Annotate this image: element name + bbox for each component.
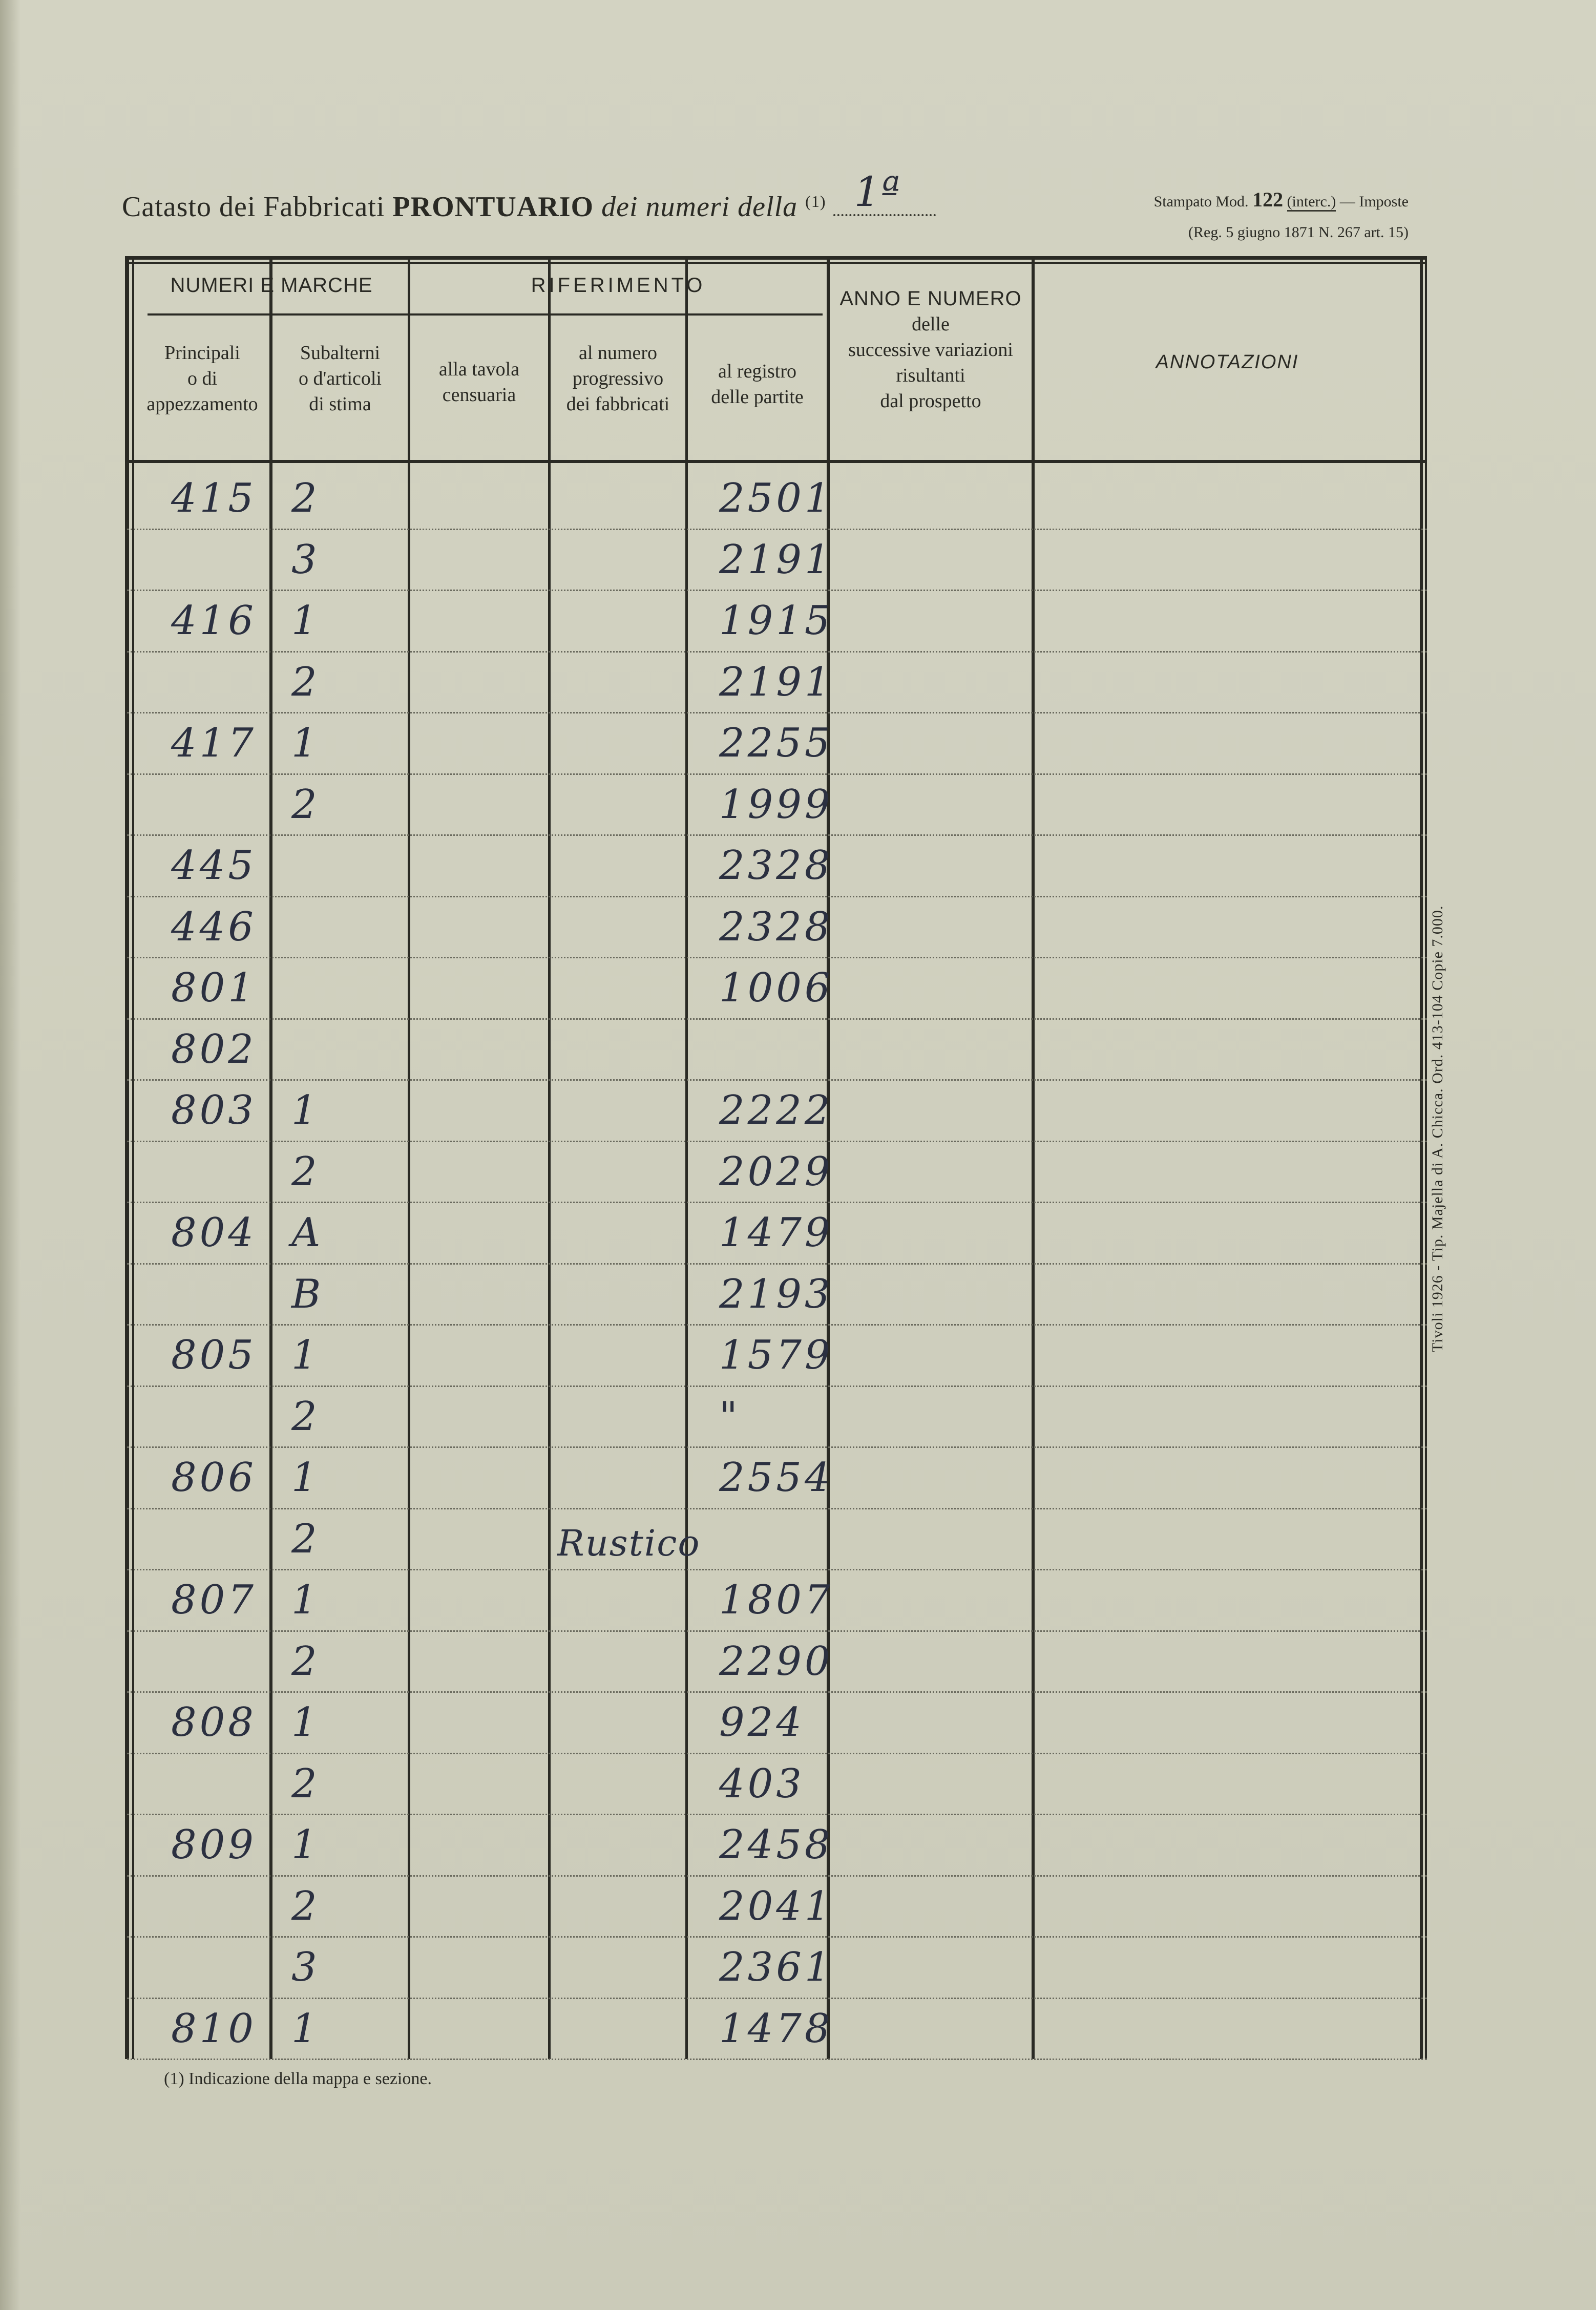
col-anno-l1: ANNO E NUMERO	[839, 287, 1022, 310]
col-registro-l1: al registro	[718, 361, 796, 382]
cell-subalterno: 1	[291, 720, 320, 766]
row-rule	[127, 1936, 1427, 1938]
col-numero-l2: progressivo	[572, 368, 664, 389]
cell-principale: 810	[171, 2005, 257, 2052]
cell-partita: 2458	[719, 1822, 833, 1868]
cell-partita: 2554	[719, 1455, 833, 1501]
cell-partita: 2193	[719, 1271, 833, 1317]
row-rule	[127, 590, 1427, 591]
cell-partita: 1479	[719, 1210, 833, 1256]
row-rule	[127, 957, 1427, 958]
cell-subalterno: 2	[291, 659, 320, 705]
group2-heading: RIFERIMENTO	[531, 274, 706, 297]
model-line-1	[1101, 184, 1409, 217]
cell-partita: 1999	[719, 781, 833, 828]
cell-partita: 1579	[719, 1332, 833, 1378]
cell-partita: 2328	[719, 843, 833, 889]
model-number: 122	[1252, 188, 1284, 211]
header-italic: dei numeri della	[601, 191, 798, 223]
group2-underline	[413, 313, 823, 316]
row-rule	[127, 1263, 1427, 1265]
row-rule	[127, 529, 1427, 530]
row-rule	[127, 1875, 1427, 1877]
row-rule	[127, 651, 1427, 653]
cell-partita: 2328	[719, 904, 833, 950]
cell-partita: 2290	[719, 1638, 833, 1685]
model-interc: (interc.)	[1287, 193, 1336, 212]
col-registro-l2: delle partite	[711, 386, 804, 408]
cell-subalterno: 2	[291, 1760, 320, 1807]
row-rule	[127, 1569, 1427, 1570]
col-divider-4	[685, 256, 688, 2059]
cell-subalterno: 2	[291, 781, 320, 828]
col-subalterni-l1: Subalterni	[300, 342, 381, 364]
cell-subalterno: 2	[291, 1638, 320, 1685]
cell-partita: 2041	[719, 1883, 833, 1929]
cell-partita: 1006	[719, 965, 833, 1011]
cell-subalterno: A	[291, 1210, 324, 1256]
row-rule	[127, 1202, 1427, 1203]
cell-partita: 924	[719, 1699, 805, 1746]
table-border-top	[125, 256, 1427, 260]
cell-partita: 2222	[719, 1087, 833, 1133]
header-prefix: Catasto dei Fabbricati	[122, 191, 385, 223]
register-table	[125, 256, 1427, 2059]
col-tavola-l1: alla tavola	[438, 359, 520, 380]
cell-subalterno: 1	[291, 1455, 320, 1501]
cell-subalterno: B	[291, 1271, 324, 1317]
cell-subalterno: 2	[291, 1148, 320, 1195]
row-rule	[127, 712, 1427, 713]
row-rule	[127, 1508, 1427, 1509]
model-line-2: (Reg. 5 giugno 1871 N. 267 art. 15)	[1188, 224, 1409, 241]
row-rule	[127, 773, 1427, 775]
col-anno-l5: dal prospetto	[880, 390, 981, 412]
table-border-left	[125, 256, 129, 2059]
cell-partita: "	[719, 1393, 741, 1440]
col-divider-2	[408, 256, 410, 2059]
printer-note: Tivoli 1926 - Tip. Majella di A. Chicca. Ord. 413-104 Copie 7.000.	[1429, 905, 1446, 1352]
col-tavola	[410, 356, 548, 408]
row-rule	[127, 1385, 1427, 1387]
table-border-right	[1420, 256, 1423, 2059]
cell-principale: 801	[171, 965, 257, 1011]
group1-heading: NUMERI E MARCHE	[170, 274, 373, 297]
cell-partita: 2191	[719, 659, 833, 705]
model-label: Stampato Mod.	[1153, 193, 1249, 210]
row-rule	[127, 1691, 1427, 1693]
cell-principale: 809	[171, 1822, 257, 1868]
cell-partita: 2361	[719, 1944, 833, 1990]
row-rule	[127, 1446, 1427, 1448]
cell-subalterno: 2	[291, 1393, 320, 1440]
cell-subalterno: 3	[291, 1944, 320, 1990]
cell-principale: 803	[171, 1087, 257, 1133]
col-principali-l2: o di	[187, 368, 218, 389]
footnote: (1) Indicazione della mappa e sezione.	[164, 2069, 432, 2088]
cell-subalterno: 1	[291, 1699, 320, 1746]
cell-subalterno: 2	[291, 1516, 320, 1562]
cell-principale: 807	[171, 1577, 257, 1623]
cell-subalterno: 2	[291, 475, 320, 521]
col-subalterni-l3: di stima	[309, 393, 371, 415]
col-numero-l1: al numero	[578, 342, 657, 364]
row-rule	[127, 896, 1427, 897]
cell-subalterno: 1	[291, 1577, 320, 1623]
table-border-right-outer	[1425, 256, 1427, 2059]
cell-principale: 804	[171, 1210, 257, 1256]
cell-subalterno: 2	[291, 1883, 320, 1929]
cell-subalterno: 1	[291, 1087, 320, 1133]
col-subalterni-l2: o d'articoli	[299, 368, 382, 389]
col-subalterni	[272, 340, 408, 417]
col-anno-l2: delle	[912, 313, 950, 335]
page-header	[122, 168, 936, 223]
cell-partita: 1915	[719, 598, 833, 644]
row-rule	[127, 1998, 1427, 1999]
col-principali-l3: appezzamento	[146, 393, 258, 415]
cell-subalterno: 1	[291, 1822, 320, 1868]
cell-principale: 808	[171, 1699, 257, 1746]
col-divider-6	[1032, 256, 1035, 2059]
row-rule	[127, 1630, 1427, 1632]
col-numero-l3: dei fabbricati	[566, 393, 670, 415]
row-rule	[127, 2059, 1427, 2060]
col-principali-l1: Principali	[164, 342, 240, 364]
cell-subalterno: 1	[291, 1332, 320, 1378]
row-rule	[127, 1141, 1427, 1142]
col-annotazioni: ANNOTAZIONI	[1156, 351, 1299, 373]
cell-partita: 2029	[719, 1148, 833, 1195]
cell-subalterno: 1	[291, 2005, 320, 2052]
cell-partita: 2191	[719, 536, 833, 583]
col-registro	[688, 359, 827, 410]
row-rule	[127, 1079, 1427, 1081]
page-edge	[0, 0, 20, 2310]
model-imposte: — Imposte	[1339, 193, 1409, 210]
table-border-top-inner	[125, 262, 1427, 264]
header-bottom-rule	[125, 460, 1427, 463]
cell-principale: 806	[171, 1455, 257, 1501]
footnote-ref: (1)	[805, 192, 826, 211]
col-anno-l3: successive variazioni	[848, 339, 1013, 361]
cell-principale: 415	[171, 475, 257, 521]
row-rule	[127, 834, 1427, 836]
row-rule	[127, 1753, 1427, 1754]
col-divider-1	[269, 256, 272, 2059]
cell-subalterno: 1	[291, 598, 320, 644]
col-principali	[135, 340, 269, 417]
cell-partita: 2255	[719, 720, 833, 766]
header-fill-line	[833, 168, 936, 216]
row-rule	[127, 1324, 1427, 1326]
cell-partita: 403	[719, 1760, 805, 1807]
cell-partita: 1807	[719, 1577, 833, 1623]
header-handwritten: 1ª	[854, 168, 901, 216]
cell-partita: 1478	[719, 2005, 833, 2052]
cell-subalterno: 3	[291, 536, 320, 583]
col-numero	[551, 340, 685, 417]
col-divider-3	[548, 256, 551, 2059]
cell-partita: 2501	[719, 475, 833, 521]
table-border-left-inner	[132, 256, 134, 2059]
row-rule	[127, 1814, 1427, 1815]
cell-principale: 416	[171, 598, 257, 644]
col-tavola-l2: censuaria	[442, 384, 516, 406]
cell-principale: 417	[171, 720, 257, 766]
header-title: PRONTUARIO	[392, 191, 594, 223]
cell-fabbricato: Rustico	[557, 1522, 701, 1564]
cell-principale: 445	[171, 843, 257, 889]
model-info	[1101, 184, 1409, 248]
row-rule	[127, 1018, 1427, 1020]
cell-principale: 805	[171, 1332, 257, 1378]
col-anno	[830, 286, 1032, 414]
cell-principale: 802	[171, 1026, 257, 1073]
col-anno-l4: risultanti	[896, 365, 965, 386]
cell-principale: 446	[171, 904, 257, 950]
